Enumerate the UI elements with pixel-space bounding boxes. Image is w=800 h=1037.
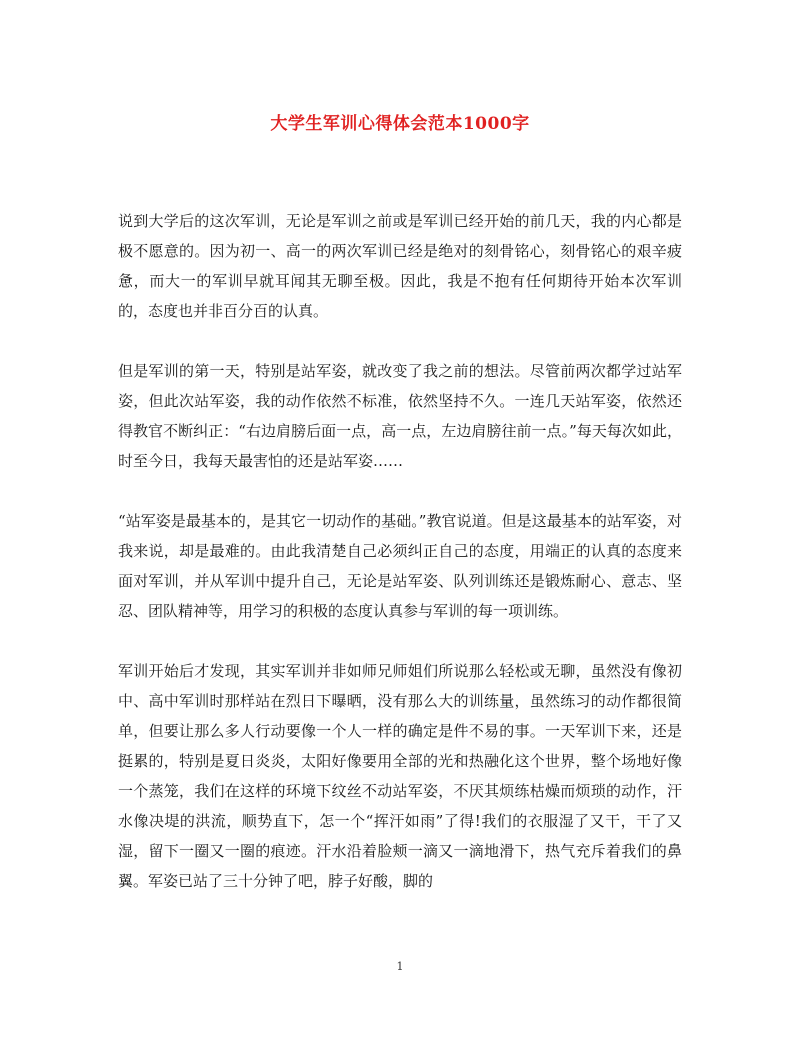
paragraph-4: 军训开始后才发现，其实军训并非如师兄师姐们所说那么轻松或无聊，虽然没有像初中、高中军训时那样站在烈日下曝晒，没有那么大的训练量，虽然练习的动作都很简单，但要让那么多人行动要像一个人一样的确定是件不易的事。一天军训下来，还是挺累的，特别是夏日炎炎，太阳好像要用全部的光和热融化这个世界，整个场地好像一个蒸笼，我们在这样的环境下纹丝不动站军姿，不厌其烦练枯燥而烦琐的动作，汗水像决堤的洪流，顺势直下，怎一个“挥汗如雨”了得!我们的衣服湿了又干，干了又湿，留下一圈又一圈的痕迹。汗水沿着脸颊一滴又一滴地滑下，热气充斥着我们的鼻翼。军姿已站了三十分钟了吧，脖子好酸，脚的 (118, 662, 682, 890)
paragraph-1: 说到大学后的这次军训，无论是军训之前或是军训已经开始的前几天，我的内心都是极不愿意的。因为初一、高一的两次军训已经是绝对的刻骨铭心，刻骨铭心的艰辛疲惫，而大一的军训早就耳闻其无聊至极。因此，我是不抱有任何期待开始本次军训的，态度也并非百分百的认真。 (118, 212, 682, 320)
page-number: 1 (396, 960, 404, 973)
paragraph-3: “站军姿是最基本的，是其它一切动作的基础。”教官说道。但是这最基本的站军姿，对我来说，却是最难的。由此我清楚自己必须纠正自己的态度，用端正的认真的态度来面对军训，并从军训中提升自己，无论是站军姿、队列训练还是锻炼耐心、意志、坚忍、团队精神等，用学习的积极的态度认真参与军训的每一项训练。 (118, 512, 682, 620)
document-body (118, 206, 682, 926)
paragraph-2: 但是军训的第一天，特别是站军姿，就改变了我之前的想法。尽管前两次都学过站军姿，但此次站军姿，我的动作依然不标准，依然坚持不久。一连几天站军姿，依然还得教官不断纠正：“右边肩膀后面一点，高一点，左边肩膀往前一点。”每天每次如此，时至今日，我每天最害怕的还是站军姿…… (118, 362, 682, 470)
document-title: 大学生军训心得体会范本1000字 (270, 114, 530, 134)
